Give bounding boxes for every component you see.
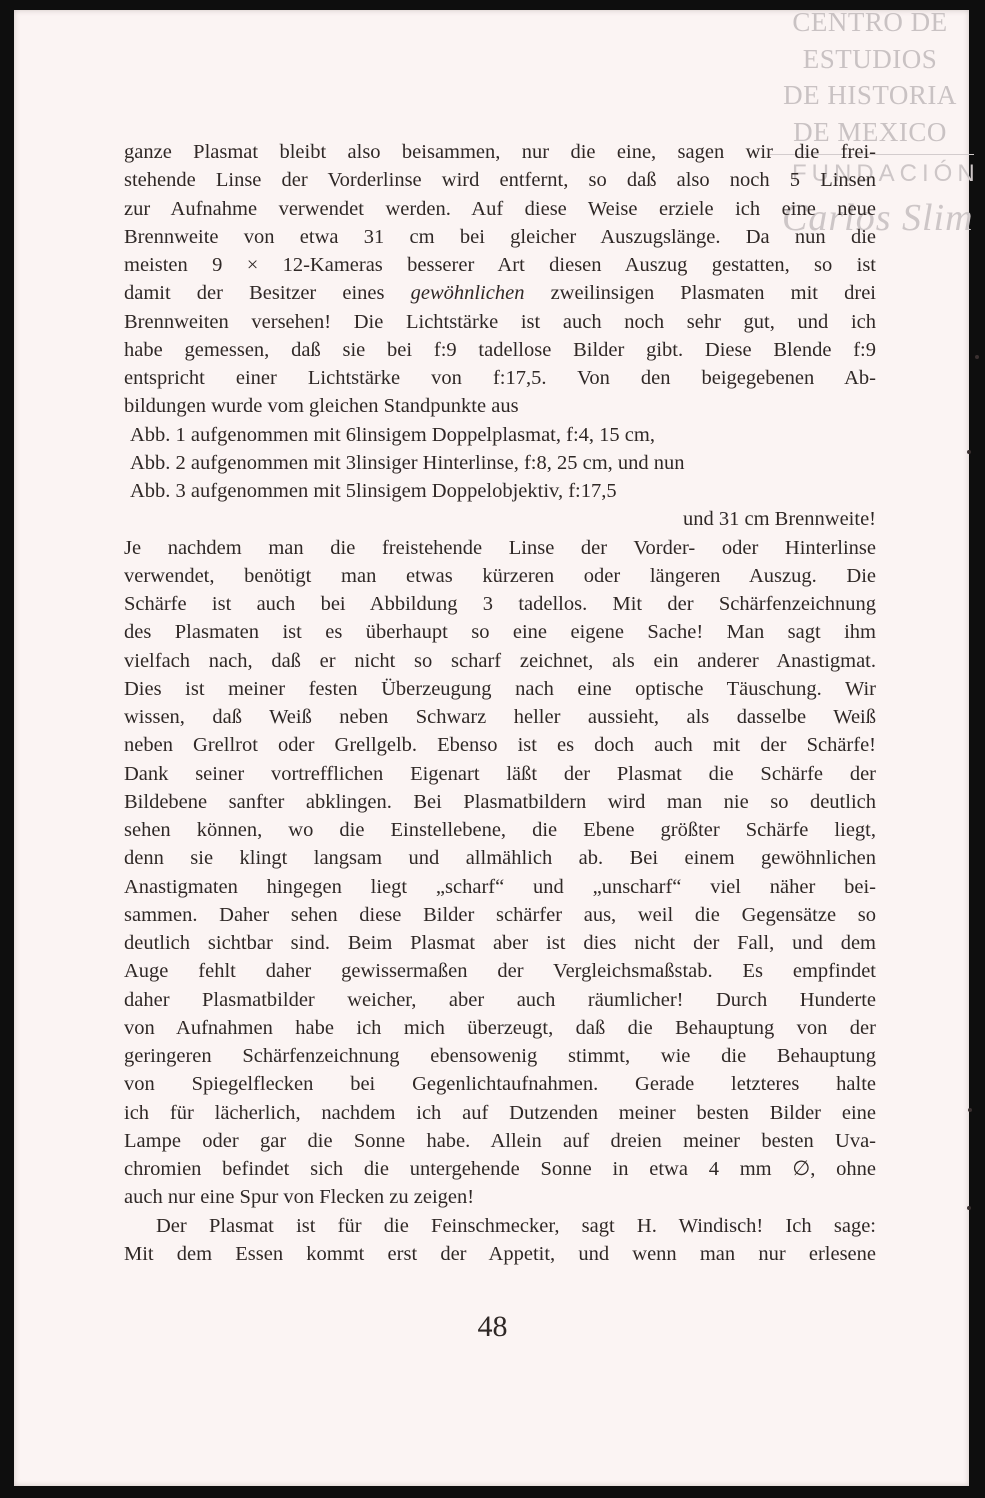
text-line: Brennweite von etwa 31 cm bei gleicher Auszugslänge. Da nun die <box>124 225 876 248</box>
watermark-line: CENTRO DE <box>792 7 948 37</box>
page-number: 48 <box>477 1310 508 1343</box>
text-line: Anastigmaten hingegen liegt „scharf“ und „unscharf“ viel näher bei- <box>124 875 876 898</box>
watermark-line: DE MEXICO <box>793 116 947 147</box>
text-line: verwendet, benötigt man etwas kürzeren oder längeren Auszug. Die <box>124 564 876 587</box>
figure-list-continuation: und 31 cm Brennweite! <box>683 508 876 531</box>
text-line: Auge fehlt daher gewissermaßen der Vergleichsmaßstab. Es empfindet <box>124 960 876 983</box>
text-line: von Aufnahmen habe ich mich überzeugt, daß die Behauptung von der <box>124 1016 876 1039</box>
text-line: habe gemessen, daß sie bei f:9 tadellose Bilder gibt. Diese Blende f:9 <box>124 338 876 361</box>
text-line: Dies ist meiner festen Überzeugung nach eine optische Täuschung. Wir <box>124 677 876 700</box>
text-line: des Plasmaten ist es überhaupt so eine eigene Sache! Man sagt ihm <box>124 621 876 644</box>
text-line: zur Aufnahme verwendet werden. Auf diese Weise erziele ich eine neue <box>124 197 876 220</box>
scan-speck <box>968 1108 972 1112</box>
watermark-foundation: FUNDACIÓN <box>792 160 980 187</box>
text-line: ganze Plasmat bleibt also beisammen, nur die eine, sagen wir die frei- <box>124 141 876 163</box>
text-line: denn sie klingt langsam und allmählich ab. Bei einem gewöhnlichen <box>124 847 876 870</box>
figure-list-item: Abb. 1 aufgenommen mit 6linsigem Doppelplasmat, f:4, 15 cm, <box>130 423 655 446</box>
text-line: bildungen wurde vom gleichen Standpunkte aus <box>124 395 519 418</box>
text-line: ich für lächerlich, nachdem ich auf Dutzenden meiner besten Bilder eine <box>124 1101 876 1124</box>
text-line: wissen, daß Weiß neben Schwarz heller aussieht, als dasselbe Weiß <box>124 706 876 728</box>
watermark-line: ESTUDIOS <box>802 43 938 74</box>
text-line: Schärfe ist auch bei Abbildung 3 tadellos. Mit der Schärfenzeichnung <box>124 593 876 615</box>
text-line: Mit dem Essen kommt erst der Appetit, und wenn man nur erlesene <box>124 1242 876 1265</box>
text-line: stehende Linse der Vorderlinse wird entfernt, so daß also noch 5 Linsen <box>124 169 876 192</box>
italic-emphasis: gewöhnlichen <box>410 282 525 305</box>
text-line: meisten 9 × 12-Kameras besserer Art diesen Auszug gestatten, so ist <box>124 254 876 276</box>
scan-speck <box>975 355 979 359</box>
figure-list-item: Abb. 3 aufgenommen mit 5linsigem Doppelobjektiv, f:17,5 <box>130 480 617 502</box>
text-line: Brennweiten versehen! Die Lichtstärke ist auch noch sehr gut, und ich <box>124 310 876 333</box>
text-line: von Spiegelflecken bei Gegenlichtaufnahmen. Gerade letzteres halte <box>124 1073 876 1096</box>
text-line: geringeren Schärfenzeichnung ebensowenig stimmt, wie die Behauptung <box>124 1045 876 1067</box>
scan-speck <box>967 1206 971 1210</box>
watermark-line: DE HISTORIA <box>783 80 957 110</box>
archive-watermark <box>760 4 980 150</box>
text-line: neben Grellrot oder Grellgelb. Ebenso ist es doch auch mit der Schärfe! <box>124 734 876 757</box>
text-line: entspricht einer Lichtstärke von f:17,5. Von den beigegebenen Ab- <box>124 367 876 389</box>
text-line: Je nachdem man die freistehende Linse der Vorder- oder Hinterlinse <box>124 536 876 559</box>
text-line: Lampe oder gar die Sonne habe. Allein auf dreien meiner besten Uva- <box>124 1129 876 1152</box>
text-line: Der Plasmat ist für die Feinschmecker, sagt H. Windisch! Ich sage: <box>156 1214 876 1237</box>
watermark-signature: Carlos Slim <box>782 197 974 239</box>
text-line: chromien befindet sich die untergehende Sonne in etwa 4 mm ∅, ohne <box>124 1158 876 1180</box>
text-line: sammen. Daher sehen diese Bilder schärfer aus, weil die Gegensätze so <box>124 903 876 926</box>
text-line: daher Plasmatbilder weicher, aber auch räumlicher! Durch Hunderte <box>124 988 876 1011</box>
body-text <box>124 138 876 1268</box>
figure-list-item: Abb. 2 aufgenommen mit 3linsiger Hinterlinse, f:8, 25 cm, und nun <box>130 451 685 474</box>
scan-speck <box>967 450 971 454</box>
text-line: Bildebene sanfter abklingen. Bei Plasmatbildern wird man nie so deutlich <box>124 790 876 813</box>
text-line: sehen können, wo die Einstellebene, die Ebene größter Schärfe liegt, <box>124 819 876 841</box>
text-line-with-italic: damit der Besitzer eines gewöhnlichen zweilinsigen Plasmaten mit drei <box>124 282 876 305</box>
text-line: deutlich sichtbar sind. Beim Plasmat aber ist dies nicht der Fall, und dem <box>124 932 876 954</box>
text-line: auch nur eine Spur von Flecken zu zeigen! <box>124 1186 475 1209</box>
text-line: Dank seiner vortrefflichen Eigenart läßt der Plasmat die Schärfe der <box>124 762 876 785</box>
text-line: vielfach nach, daß er nicht so scharf zeichnet, als ein anderer Anastigmat. <box>124 649 876 672</box>
